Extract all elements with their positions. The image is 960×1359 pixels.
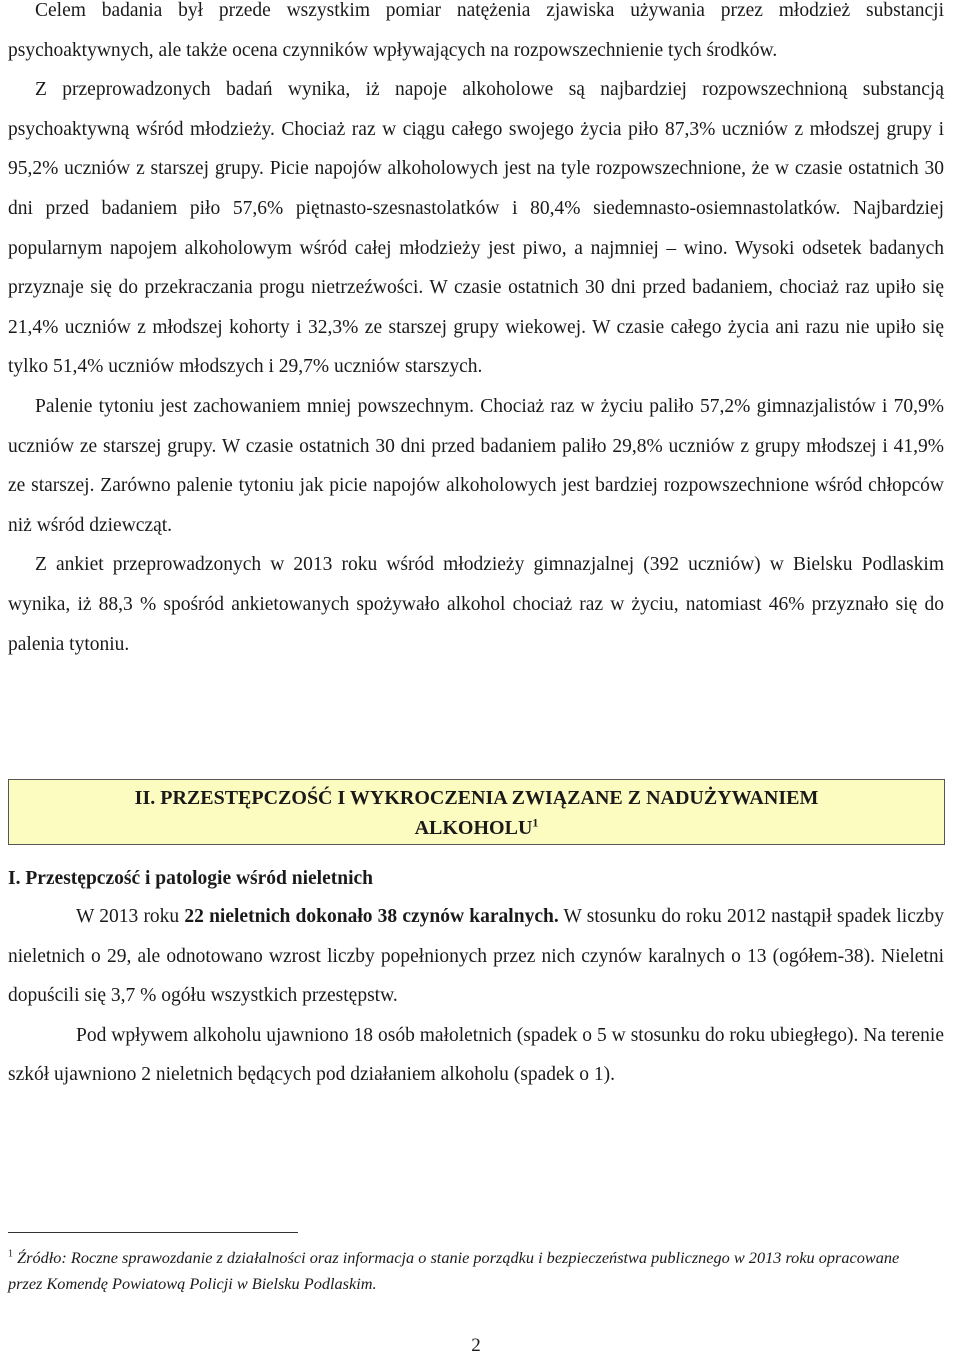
subsection-heading: I. Przestępczość i patologie wśród nieletnich xyxy=(8,868,374,889)
footnote-reference[interactable]: 1 xyxy=(532,815,539,830)
page-number: 2 xyxy=(471,1335,481,1356)
paragraph-juvenile-crimes xyxy=(8,897,944,1016)
section-heading-line2-text: ALKOHOLU xyxy=(414,817,533,839)
juvenile-crimes-lead: W 2013 roku xyxy=(76,906,185,927)
footnote-number: 1 xyxy=(8,1248,13,1260)
section-juveniles xyxy=(8,897,944,1095)
section-heading-line1: II. PRZESTĘPCZOŚĆ I WYKROCZENIA ZWIĄZANE Z NADUŻYWANIEM xyxy=(134,787,819,809)
footnote-text: Źródło: Roczne sprawozdanie z działalności oraz informacja o stanie porządku i bezpieczeństwa publicznego w 2013 roku opracowane przez Komendę Powiatową Policji w Bielsku Podlaskim. xyxy=(8,1248,900,1293)
paragraph-bielsk-survey: Z ankiet przeprowadzonych w 2013 roku wśród młodzieży gimnazjalnej (392 uczniów) w Bielsku Podlaskim wynika, iż 88,3 % spośród ankietowanych spożywało alkohol chociaż raz w życiu, natomiast 46% przyznało się do palenia tytoniu. xyxy=(8,554,944,655)
section-heading-box xyxy=(8,779,945,845)
footnote xyxy=(8,1245,924,1297)
paragraph-tobacco-results: Palenie tytoniu jest zachowaniem mniej powszechnym. Chociaż raz w życiu paliło 57,2% gimnazjalistów i 70,9% uczniów ze starszej grupy. W czasie ostatnich 30 dni przed badaniem paliło 29,8% uczniów z grupy młodszej i 41,9% ze starszej. Zarówno palenie tytoniu jak picie napojów alkoholowych jest bardziej rozpowszechnione wśród chłopców niż wśród dziewcząt. xyxy=(8,395,944,536)
juvenile-crimes-rest: W stosunku do roku 2012 nastąpił spadek liczby nieletnich o 29, ale odnotowano wzrost liczby popełnionych przez nich czynów karalnych o 13 (ogółem-38). Nieletni dopuścili się 3,7 % ogółu wszystkich przestępstw. xyxy=(8,906,945,1007)
juvenile-crimes-emphasis: 22 nieletnich dokonało 38 czynów karalnych. xyxy=(184,906,559,927)
footnote-divider xyxy=(8,1232,298,1233)
section-heading-line2 xyxy=(9,813,944,843)
paragraph-alcohol-results: Z przeprowadzonych badań wynika, iż napoje alkoholowe są najbardziej rozpowszechnioną substancją psychoaktywną wśród młodzieży. Chociaż raz w ciągu całego swojego życia piło 87,3% uczniów z młodszej grupy i 95,2% uczniów z starszej grupy. Picie napojów alkoholowych jest na tyle rozpowszechnione, że w czasie ostatnich 30 dni przed badaniem piło 57,6% piętnasto-szesnastolatków i 80,4% siedemnasto-osiemnastolatków. Najbardziej popularnym napojem alkoholowym wśród całej młodzieży jest piwo, a najmniej – wino. Wysoki odsetek badanych przyznaje się do przekraczania progu nietrzeźwości. W czasie ostatnich 30 dni przed badaniem, chociaż raz upiło się 21,4% uczniów z młodszej kohorty i 32,3% ze starszej grupy wiekowej. W czasie całego życia ani razu nie upiło się tylko 51,4% uczniów młodszych i 29,7% uczniów starszych. xyxy=(8,79,944,378)
section-intro xyxy=(8,0,944,664)
document-page xyxy=(8,0,944,1359)
paragraph-study-aim: Celem badania był przede wszystkim pomiar natężenia zjawiska używania przez młodzież substancji psychoaktywnych, ale także ocena czynników wpływających na rozpowszechnienie tych środków. xyxy=(8,0,944,61)
paragraph-alcohol-minors: Pod wpływem alkoholu ujawniono 18 osób małoletnich (spadek o 5 w stosunku do roku ubiegłego). Na terenie szkół ujawniono 2 nieletnich będących pod działaniem alkoholu (spadek o 1). xyxy=(8,1024,944,1086)
